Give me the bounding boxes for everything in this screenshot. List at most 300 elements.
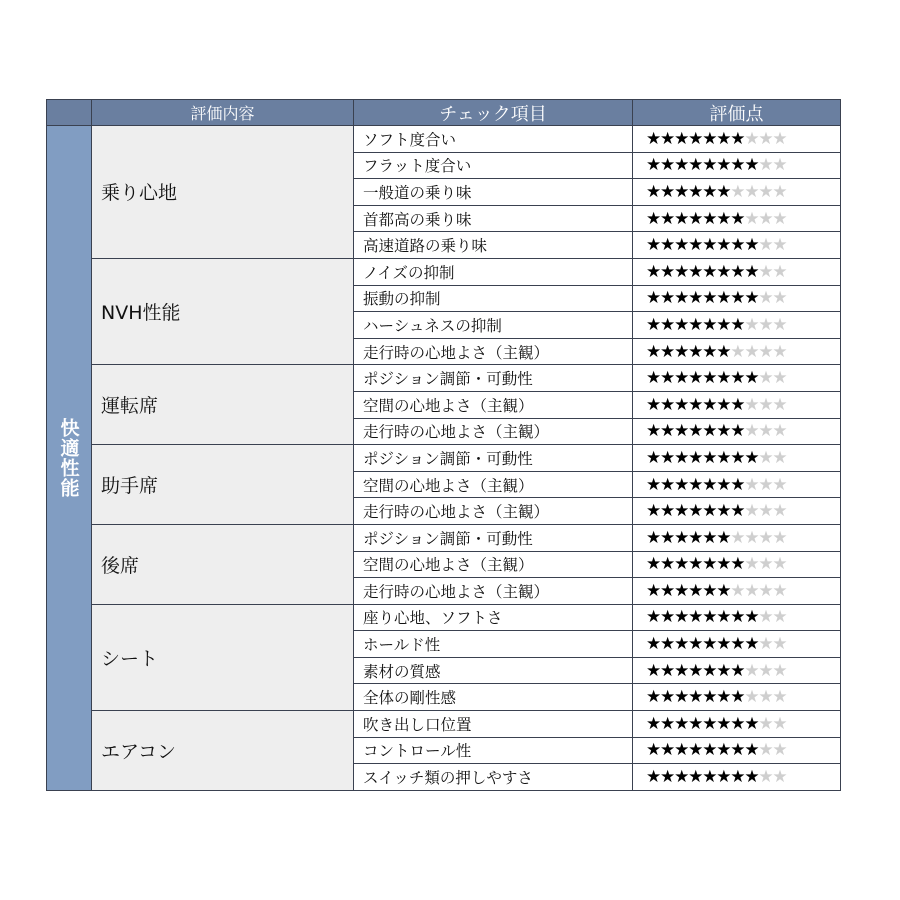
star-filled-icon: ★ [674,447,689,468]
star-filled-icon: ★ [660,155,675,176]
star-filled-icon: ★ [702,660,717,681]
star-filled-icon: ★ [660,474,675,495]
star-filled-icon: ★ [688,155,703,176]
star-filled-icon: ★ [688,181,703,202]
star-empty-icon: ★ [758,687,773,708]
star-empty-icon: ★ [758,740,773,761]
star-filled-icon: ★ [688,208,703,229]
star-rating [633,764,841,791]
star-filled-icon: ★ [660,580,675,601]
star-filled-icon: ★ [674,128,689,149]
header-check-items: チェック項目 [354,100,633,126]
star-filled-icon: ★ [660,314,675,335]
star-filled-icon: ★ [716,447,731,468]
star-empty-icon: ★ [730,527,745,548]
star-filled-icon: ★ [716,394,731,415]
star-rating [633,525,841,552]
star-empty-icon: ★ [758,341,773,362]
star-filled-icon: ★ [744,235,759,256]
star-filled-icon: ★ [646,634,661,655]
star-filled-icon: ★ [730,687,745,708]
star-filled-icon: ★ [646,181,661,202]
star-filled-icon: ★ [730,713,745,734]
star-filled-icon: ★ [744,261,759,282]
star-empty-icon: ★ [744,501,759,522]
star-filled-icon: ★ [646,128,661,149]
star-filled-icon: ★ [660,447,675,468]
star-filled-icon: ★ [646,235,661,256]
star-filled-icon: ★ [646,208,661,229]
check-item: 空間の心地よさ（主観） [354,472,633,499]
check-item: ポジション調節・可動性 [354,445,633,472]
star-filled-icon: ★ [646,687,661,708]
star-rating [633,126,841,153]
star-filled-icon: ★ [716,740,731,761]
star-filled-icon: ★ [674,660,689,681]
star-empty-icon: ★ [772,394,787,415]
star-empty-icon: ★ [772,474,787,495]
star-filled-icon: ★ [730,767,745,788]
star-rating [633,578,841,605]
star-empty-icon: ★ [772,208,787,229]
star-filled-icon: ★ [688,607,703,628]
star-filled-icon: ★ [674,527,689,548]
star-empty-icon: ★ [758,660,773,681]
star-rating [633,738,841,765]
star-filled-icon: ★ [730,421,745,442]
star-empty-icon: ★ [772,128,787,149]
star-empty-icon: ★ [772,501,787,522]
star-filled-icon: ★ [688,660,703,681]
star-filled-icon: ★ [716,288,731,309]
check-item: 全体の剛性感 [354,684,633,711]
star-rating [633,419,841,446]
star-filled-icon: ★ [688,740,703,761]
star-filled-icon: ★ [716,607,731,628]
star-rating [633,658,841,685]
star-empty-icon: ★ [772,554,787,575]
check-item: 空間の心地よさ（主観） [354,392,633,419]
header-content: 評価内容 [92,100,354,126]
star-filled-icon: ★ [660,208,675,229]
check-item: 走行時の心地よさ（主観） [354,498,633,525]
star-filled-icon: ★ [646,155,661,176]
star-rating [633,179,841,206]
check-item: フラット度合い [354,153,633,180]
star-empty-icon: ★ [744,421,759,442]
star-filled-icon: ★ [716,155,731,176]
star-empty-icon: ★ [758,501,773,522]
star-filled-icon: ★ [688,128,703,149]
star-rating [633,392,841,419]
star-filled-icon: ★ [688,421,703,442]
star-empty-icon: ★ [744,314,759,335]
star-filled-icon: ★ [688,447,703,468]
star-filled-icon: ★ [660,607,675,628]
star-empty-icon: ★ [744,394,759,415]
star-filled-icon: ★ [688,235,703,256]
star-filled-icon: ★ [674,181,689,202]
star-empty-icon: ★ [758,128,773,149]
star-filled-icon: ★ [730,740,745,761]
star-filled-icon: ★ [646,580,661,601]
star-filled-icon: ★ [730,208,745,229]
star-filled-icon: ★ [688,634,703,655]
group-name: シート [92,605,354,711]
star-filled-icon: ★ [688,713,703,734]
star-rating [633,711,841,738]
check-item: 一般道の乗り味 [354,179,633,206]
group-name: 助手席 [92,445,354,525]
star-filled-icon: ★ [716,235,731,256]
star-empty-icon: ★ [758,607,773,628]
star-filled-icon: ★ [646,554,661,575]
star-empty-icon: ★ [772,740,787,761]
header-corner-cell [47,100,92,126]
star-empty-icon: ★ [772,181,787,202]
star-filled-icon: ★ [702,341,717,362]
star-filled-icon: ★ [646,394,661,415]
star-filled-icon: ★ [646,421,661,442]
star-filled-icon: ★ [660,713,675,734]
star-empty-icon: ★ [744,580,759,601]
star-filled-icon: ★ [744,288,759,309]
star-rating [633,153,841,180]
star-filled-icon: ★ [688,368,703,389]
star-empty-icon: ★ [744,341,759,362]
star-filled-icon: ★ [744,607,759,628]
star-filled-icon: ★ [646,767,661,788]
star-filled-icon: ★ [646,713,661,734]
star-empty-icon: ★ [772,580,787,601]
star-filled-icon: ★ [702,288,717,309]
check-item: コントロール性 [354,738,633,765]
star-empty-icon: ★ [758,474,773,495]
category-cell [47,126,92,791]
check-item: 吹き出し口位置 [354,711,633,738]
star-filled-icon: ★ [730,288,745,309]
star-filled-icon: ★ [646,474,661,495]
star-filled-icon: ★ [646,740,661,761]
star-empty-icon: ★ [758,261,773,282]
star-rating [633,286,841,313]
check-item: ホールド性 [354,631,633,658]
star-filled-icon: ★ [744,713,759,734]
star-filled-icon: ★ [702,155,717,176]
star-filled-icon: ★ [660,368,675,389]
star-filled-icon: ★ [646,447,661,468]
star-filled-icon: ★ [674,341,689,362]
star-filled-icon: ★ [674,235,689,256]
check-item: 走行時の心地よさ（主観） [354,339,633,366]
star-filled-icon: ★ [674,554,689,575]
check-item: 空間の心地よさ（主観） [354,552,633,579]
star-filled-icon: ★ [688,687,703,708]
star-filled-icon: ★ [660,501,675,522]
star-filled-icon: ★ [730,554,745,575]
star-filled-icon: ★ [716,713,731,734]
star-empty-icon: ★ [758,447,773,468]
star-empty-icon: ★ [772,261,787,282]
star-filled-icon: ★ [688,261,703,282]
star-filled-icon: ★ [730,128,745,149]
star-filled-icon: ★ [702,501,717,522]
star-empty-icon: ★ [772,421,787,442]
group-name: 乗り心地 [92,126,354,259]
star-filled-icon: ★ [674,155,689,176]
star-filled-icon: ★ [702,394,717,415]
star-filled-icon: ★ [716,314,731,335]
group-name: エアコン [92,711,354,791]
star-filled-icon: ★ [660,660,675,681]
star-filled-icon: ★ [702,527,717,548]
check-item: ハーシュネスの抑制 [354,312,633,339]
star-filled-icon: ★ [730,368,745,389]
star-filled-icon: ★ [688,474,703,495]
star-filled-icon: ★ [674,288,689,309]
star-filled-icon: ★ [716,580,731,601]
star-filled-icon: ★ [688,288,703,309]
star-filled-icon: ★ [688,580,703,601]
star-filled-icon: ★ [646,261,661,282]
star-filled-icon: ★ [716,341,731,362]
star-filled-icon: ★ [716,181,731,202]
star-filled-icon: ★ [730,447,745,468]
star-empty-icon: ★ [758,314,773,335]
star-rating [633,498,841,525]
star-filled-icon: ★ [646,341,661,362]
group-name: NVH性能 [92,259,354,365]
star-rating [633,472,841,499]
star-filled-icon: ★ [716,634,731,655]
star-empty-icon: ★ [772,155,787,176]
star-filled-icon: ★ [716,261,731,282]
star-filled-icon: ★ [674,687,689,708]
header-score: 評価点 [633,100,841,126]
star-empty-icon: ★ [744,208,759,229]
check-item: 首都高の乗り味 [354,206,633,233]
star-filled-icon: ★ [674,208,689,229]
star-filled-icon: ★ [674,634,689,655]
star-empty-icon: ★ [744,687,759,708]
star-empty-icon: ★ [730,341,745,362]
star-filled-icon: ★ [730,607,745,628]
star-empty-icon: ★ [758,394,773,415]
star-filled-icon: ★ [688,554,703,575]
star-filled-icon: ★ [646,527,661,548]
star-rating [633,259,841,286]
star-filled-icon: ★ [716,767,731,788]
star-filled-icon: ★ [702,607,717,628]
star-empty-icon: ★ [744,181,759,202]
star-filled-icon: ★ [730,155,745,176]
check-item: 素材の質感 [354,658,633,685]
star-empty-icon: ★ [772,713,787,734]
star-empty-icon: ★ [772,687,787,708]
star-filled-icon: ★ [646,314,661,335]
star-empty-icon: ★ [772,288,787,309]
star-filled-icon: ★ [646,288,661,309]
star-rating [633,365,841,392]
star-rating [633,552,841,579]
star-empty-icon: ★ [758,235,773,256]
star-filled-icon: ★ [660,394,675,415]
star-filled-icon: ★ [688,341,703,362]
star-rating [633,312,841,339]
star-empty-icon: ★ [772,341,787,362]
star-filled-icon: ★ [744,634,759,655]
star-filled-icon: ★ [660,527,675,548]
star-empty-icon: ★ [744,128,759,149]
star-filled-icon: ★ [674,580,689,601]
star-filled-icon: ★ [702,474,717,495]
star-empty-icon: ★ [744,474,759,495]
star-filled-icon: ★ [646,660,661,681]
star-empty-icon: ★ [744,554,759,575]
star-empty-icon: ★ [758,767,773,788]
star-filled-icon: ★ [702,554,717,575]
star-empty-icon: ★ [758,580,773,601]
star-filled-icon: ★ [702,368,717,389]
star-empty-icon: ★ [758,713,773,734]
check-item: 走行時の心地よさ（主観） [354,578,633,605]
star-filled-icon: ★ [646,607,661,628]
star-filled-icon: ★ [688,527,703,548]
star-filled-icon: ★ [730,261,745,282]
star-filled-icon: ★ [660,128,675,149]
star-empty-icon: ★ [730,580,745,601]
star-empty-icon: ★ [758,288,773,309]
star-filled-icon: ★ [702,314,717,335]
star-filled-icon: ★ [660,740,675,761]
star-filled-icon: ★ [716,474,731,495]
check-item: ソフト度合い [354,126,633,153]
star-filled-icon: ★ [660,554,675,575]
star-filled-icon: ★ [744,368,759,389]
star-empty-icon: ★ [758,181,773,202]
star-filled-icon: ★ [674,394,689,415]
star-filled-icon: ★ [702,634,717,655]
star-filled-icon: ★ [716,128,731,149]
star-filled-icon: ★ [674,474,689,495]
star-empty-icon: ★ [730,181,745,202]
star-empty-icon: ★ [758,527,773,548]
star-empty-icon: ★ [758,368,773,389]
star-empty-icon: ★ [758,208,773,229]
star-filled-icon: ★ [716,687,731,708]
star-filled-icon: ★ [716,660,731,681]
star-empty-icon: ★ [744,527,759,548]
star-filled-icon: ★ [702,261,717,282]
star-filled-icon: ★ [674,740,689,761]
check-item: ノイズの抑制 [354,259,633,286]
star-filled-icon: ★ [744,740,759,761]
star-empty-icon: ★ [772,368,787,389]
star-filled-icon: ★ [688,767,703,788]
star-filled-icon: ★ [688,394,703,415]
star-rating [633,445,841,472]
star-filled-icon: ★ [730,235,745,256]
check-item: 高速道路の乗り味 [354,232,633,259]
star-rating [633,684,841,711]
star-filled-icon: ★ [674,501,689,522]
star-filled-icon: ★ [660,341,675,362]
evaluation-table [46,99,841,791]
star-rating [633,631,841,658]
star-filled-icon: ★ [730,634,745,655]
star-filled-icon: ★ [716,501,731,522]
star-filled-icon: ★ [716,554,731,575]
star-filled-icon: ★ [660,634,675,655]
star-filled-icon: ★ [688,501,703,522]
group-name: 運転席 [92,365,354,445]
star-filled-icon: ★ [674,607,689,628]
star-rating [633,206,841,233]
star-empty-icon: ★ [758,155,773,176]
check-item: ポジション調節・可動性 [354,525,633,552]
star-empty-icon: ★ [772,235,787,256]
star-filled-icon: ★ [660,181,675,202]
check-item: 座り心地、ソフトさ [354,605,633,632]
star-filled-icon: ★ [674,767,689,788]
star-filled-icon: ★ [730,314,745,335]
check-item: 振動の抑制 [354,286,633,313]
star-filled-icon: ★ [702,767,717,788]
star-empty-icon: ★ [772,767,787,788]
star-rating [633,339,841,366]
star-filled-icon: ★ [730,474,745,495]
star-filled-icon: ★ [702,235,717,256]
star-filled-icon: ★ [702,181,717,202]
star-filled-icon: ★ [688,314,703,335]
star-filled-icon: ★ [716,527,731,548]
check-item: 走行時の心地よさ（主観） [354,419,633,446]
star-filled-icon: ★ [674,261,689,282]
star-empty-icon: ★ [772,314,787,335]
star-filled-icon: ★ [674,713,689,734]
check-item: スイッチ類の押しやすさ [354,764,633,791]
group-name: 後席 [92,525,354,605]
star-filled-icon: ★ [716,368,731,389]
star-filled-icon: ★ [702,447,717,468]
star-filled-icon: ★ [716,421,731,442]
star-filled-icon: ★ [744,155,759,176]
star-filled-icon: ★ [702,740,717,761]
star-empty-icon: ★ [772,660,787,681]
star-filled-icon: ★ [660,687,675,708]
star-filled-icon: ★ [674,314,689,335]
star-empty-icon: ★ [758,421,773,442]
star-filled-icon: ★ [730,501,745,522]
star-empty-icon: ★ [744,660,759,681]
star-filled-icon: ★ [660,288,675,309]
star-rating [633,605,841,632]
star-filled-icon: ★ [660,261,675,282]
star-filled-icon: ★ [730,394,745,415]
star-filled-icon: ★ [660,767,675,788]
star-empty-icon: ★ [772,447,787,468]
star-filled-icon: ★ [674,421,689,442]
star-filled-icon: ★ [744,767,759,788]
star-filled-icon: ★ [702,128,717,149]
star-filled-icon: ★ [660,421,675,442]
star-empty-icon: ★ [758,554,773,575]
star-empty-icon: ★ [758,634,773,655]
star-filled-icon: ★ [702,580,717,601]
star-filled-icon: ★ [730,660,745,681]
star-empty-icon: ★ [772,634,787,655]
category-label: 快適性能 [57,417,80,498]
